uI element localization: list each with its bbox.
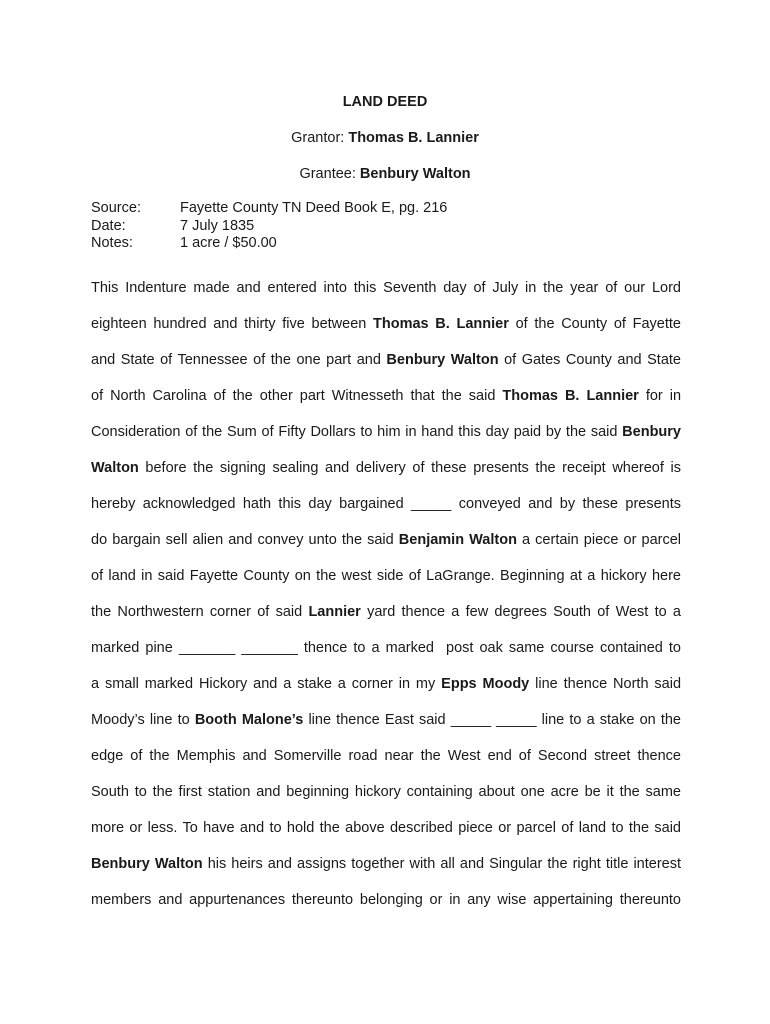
body-text-segment: before the signing sealing and delivery of these presents the receipt whereof is — [138, 460, 681, 476]
body-text-segment: line thence East said _____ _____ line to a stake on the — [303, 712, 681, 728]
body-line — [91, 522, 681, 558]
body-text-segment: a certain piece or parcel — [516, 532, 682, 548]
body-line — [91, 666, 681, 702]
source-value: Fayette County TN Deed Book E, pg. 216 — [180, 200, 448, 216]
body-text-segment: members and appurtenances thereunto belonging or in any wise appertaining thereunto — [91, 892, 681, 908]
party-name: Booth Malone’s — [194, 712, 304, 728]
body-text-segment: for in — [638, 388, 682, 404]
body-text-segment: yard thence a few degrees South of West to a — [360, 604, 681, 620]
meta-row-notes — [91, 235, 447, 253]
grantor-line — [0, 128, 770, 148]
body-text-segment: more or less. To have and to hold the above described piece or parcel of land to the said — [91, 820, 681, 836]
body-text-segment: of the County of Fayette — [508, 316, 681, 332]
notes-value: 1 acre / $50.00 — [180, 235, 277, 251]
body-text-segment: eighteen hundred and thirty five between — [91, 316, 374, 332]
notes-label: Notes: — [91, 235, 133, 251]
grantor-name: Thomas B. Lannier — [348, 130, 479, 146]
body-text-segment: and State of Tennessee of the one part and — [91, 352, 387, 368]
grantee-name: Benbury Walton — [359, 166, 471, 182]
party-name: Thomas B. Lannier — [373, 316, 509, 332]
body-line — [91, 846, 681, 882]
party-name: Lannier — [308, 604, 361, 620]
body-line — [91, 486, 681, 522]
body-line — [91, 882, 681, 918]
meta-row-source — [91, 200, 447, 218]
party-name: Thomas B. Lannier — [502, 388, 639, 404]
body-text-segment: do bargain sell alien and convey unto the said — [91, 532, 399, 548]
party-name: Benjamin Walton — [398, 532, 517, 548]
body-line — [91, 774, 681, 810]
grantee-line — [0, 164, 770, 184]
body-line — [91, 702, 681, 738]
body-text-segment: a small marked Hickory and a stake a corner in my — [91, 676, 442, 692]
body-line — [91, 342, 681, 378]
body-text-segment: of Gates County and State — [498, 352, 681, 368]
source-label: Source: — [91, 200, 141, 216]
date-label: Date: — [91, 217, 126, 234]
party-name: Benbury Walton — [386, 352, 499, 368]
grantor-label: Grantor: — [291, 130, 345, 146]
body-text-segment: line thence North said — [529, 676, 682, 692]
document-title: LAND DEED — [342, 94, 428, 110]
grantee-label: Grantee: — [299, 166, 356, 182]
party-name: Benbury — [622, 424, 681, 440]
meta-row-date — [91, 218, 447, 236]
body-line — [91, 594, 681, 630]
deed-body-text — [91, 270, 681, 918]
body-line — [91, 378, 681, 414]
body-text-segment: Consideration of the Sum of Fifty Dollars to him in hand this day paid by the said — [91, 424, 623, 440]
body-text-segment: the Northwestern corner of said — [91, 604, 309, 620]
body-line — [91, 630, 681, 666]
deed-metadata — [91, 200, 447, 253]
party-name: Benbury Walton — [91, 856, 203, 872]
party-name: Epps Moody — [441, 676, 530, 692]
body-text-segment: edge of the Memphis and Somerville road near the West end of Second street thence — [91, 748, 681, 764]
body-line — [91, 270, 681, 306]
body-text-segment: marked pine _______ _______ thence to a marked post oak same course contained to — [91, 640, 681, 656]
body-line — [91, 738, 681, 774]
body-line — [91, 414, 681, 450]
body-line — [91, 558, 681, 594]
body-text-segment: This Indenture made and entered into this Seventh day of July in the year of our Lord — [91, 280, 681, 296]
body-line — [91, 810, 681, 846]
body-text-segment: South to the first station and beginning hickory containing about one acre be it the same — [91, 784, 681, 800]
body-line — [91, 450, 681, 486]
party-name: Walton — [91, 460, 139, 476]
date-value: 7 July 1835 — [180, 217, 255, 234]
body-text-segment: of North Carolina of the other part Witnesseth that the said — [91, 388, 503, 404]
body-text-segment: Moody’s line to — [91, 712, 195, 728]
body-line — [91, 306, 681, 342]
body-text-segment: hereby acknowledged hath this day bargained _____ conveyed and by these presents — [91, 496, 681, 512]
body-text-segment: his heirs and assigns together with all and Singular the right title interest — [202, 856, 681, 872]
body-text-segment: of land in said Fayette County on the west side of LaGrange. Beginning at a hickory here — [91, 568, 681, 584]
